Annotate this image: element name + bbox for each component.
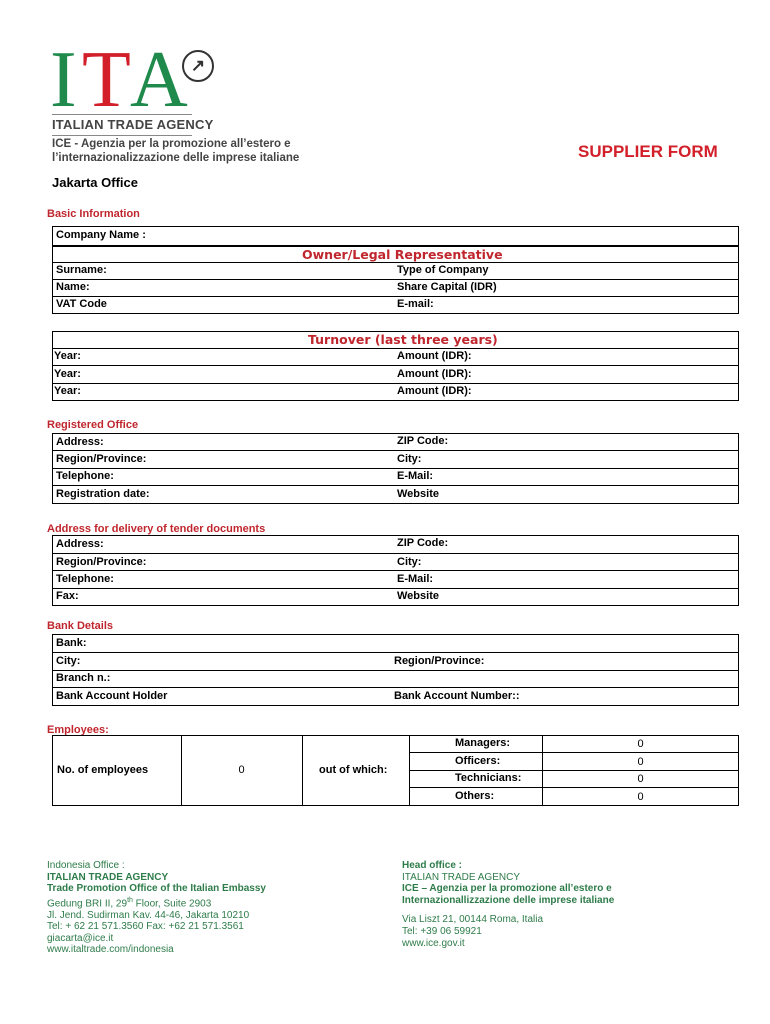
reg-telephone-label: Telephone: <box>56 470 114 482</box>
vat-code-label: VAT Code <box>56 298 107 310</box>
reg-divider-2 <box>52 468 739 469</box>
emp-vline-2 <box>302 735 303 806</box>
del-zip-label: ZIP Code: <box>397 537 449 549</box>
technicians-label: Technicians: <box>455 772 522 784</box>
bank-holder-label: Bank Account Holder <box>56 690 168 702</box>
reg-date-label: Registration date: <box>56 488 150 500</box>
footer-left-address1-a: Gedung BRI II, 29 <box>47 898 128 910</box>
owner-title: Owner/Legal Representative <box>302 247 503 262</box>
footer-right-office: Head office : <box>402 860 463 871</box>
logo-underline <box>52 114 192 115</box>
turnover-year-3: Year: <box>54 385 81 397</box>
emp-divider-1 <box>409 752 739 753</box>
footer-right-ice1: ICE – Agenzia per la promozione all’estero e <box>402 883 612 895</box>
bank-city-label: City: <box>56 655 81 667</box>
footer-right-spacer <box>402 906 722 914</box>
footer-left-address2: Jl. Jend. Sudirman Kav. 44-46, Jakarta 10210 <box>47 909 250 921</box>
logo-letter-t: T <box>82 36 131 124</box>
footer-left-email[interactable]: giacarta@ice.it <box>47 932 114 944</box>
employees-count: 0 <box>238 764 245 776</box>
owner-divider-1 <box>52 262 739 263</box>
footer-right-web[interactable]: www.ice.gov.it <box>402 937 465 949</box>
turnover-year-2: Year: <box>54 368 81 380</box>
del-address-label: Address: <box>56 538 104 550</box>
agency-underline <box>52 135 192 136</box>
bank-label: Bank: <box>56 637 87 649</box>
managers-value: 0 <box>637 738 644 750</box>
footer-right-agency: ITALIAN TRADE AGENCY <box>402 871 520 883</box>
footer-right-ice2: Internazionallizzazione delle imprese italiane <box>402 894 615 906</box>
section-delivery-address: Address for delivery of tender documents <box>47 523 266 535</box>
del-fax-label: Fax: <box>56 590 79 602</box>
footer-left-phone: Tel: + 62 21 571.3560 Fax: +62 21 571.3561 <box>47 921 244 933</box>
company-name-label: Company Name : <box>56 229 146 241</box>
section-bank-details: Bank Details <box>47 620 114 632</box>
managers-label: Managers: <box>455 737 511 749</box>
turnover-amount-3: Amount (IDR): <box>397 385 472 397</box>
logo-letter-a: A <box>130 36 188 124</box>
agency-subtitle-1: ICE - Agenzia per la promozione all’estero e <box>52 138 291 150</box>
turnover-divider-1 <box>52 348 739 349</box>
footer-right-phone: Tel: +39 06 59921 <box>402 925 482 937</box>
name-label: Name: <box>56 281 90 293</box>
footer-left-address1 <box>47 895 347 910</box>
company-name-box <box>52 226 739 246</box>
emp-divider-2 <box>409 770 739 771</box>
footer-left-address1-sup: th <box>127 896 133 904</box>
footer-left-agency: ITALIAN TRADE AGENCY <box>47 871 169 883</box>
reg-zip-label: ZIP Code: <box>397 435 449 447</box>
footer-right-address: Via Liszt 21, 00144 Roma, Italia <box>402 914 544 926</box>
del-divider-1 <box>52 553 739 554</box>
surname-label: Surname: <box>56 264 107 276</box>
owner-divider-3 <box>52 296 739 297</box>
footer-indonesia-office <box>47 860 347 956</box>
logo <box>50 36 230 124</box>
turnover-amount-2: Amount (IDR): <box>397 368 472 380</box>
share-capital-label: Share Capital (IDR) <box>397 281 497 293</box>
office-name: Jakarta Office <box>52 175 138 190</box>
turnover-divider-3 <box>52 383 739 384</box>
turnover-amount-1: Amount (IDR): <box>397 350 472 362</box>
reg-region-label: Region/Province: <box>56 453 147 465</box>
bank-divider-3 <box>52 687 739 688</box>
section-basic-information: Basic Information <box>47 208 140 220</box>
employees-label: No. of employees <box>57 764 149 776</box>
email-label: E-mail: <box>397 298 434 310</box>
reg-city-label: City: <box>397 453 422 465</box>
reg-website-label: Website <box>397 488 439 500</box>
section-registered-office: Registered Office <box>47 419 139 431</box>
officers-value: 0 <box>637 756 644 768</box>
logo-letter-i: I <box>50 36 77 124</box>
others-value: 0 <box>637 791 644 803</box>
del-divider-3 <box>52 588 739 589</box>
agency-subtitle-2: l’internazionalizzazione delle imprese italiane <box>52 152 300 164</box>
footer-head-office <box>402 860 722 949</box>
del-email-label: E-Mail: <box>397 573 434 585</box>
others-label: Others: <box>455 790 495 802</box>
del-divider-2 <box>52 570 739 571</box>
del-website-label: Website <box>397 590 439 602</box>
bank-branch-label: Branch n.: <box>56 672 111 684</box>
footer-left-address1-b: Floor, Suite 2903 <box>132 898 212 910</box>
footer-left-web[interactable]: www.italtrade.com/indonesia <box>47 944 174 956</box>
technicians-value: 0 <box>637 773 644 785</box>
agency-name: ITALIAN TRADE AGENCY <box>52 117 214 132</box>
type-of-company-label: Type of Company <box>397 264 489 276</box>
turnover-divider-2 <box>52 365 739 366</box>
bank-divider-2 <box>52 670 739 671</box>
bank-region-label: Region/Province: <box>394 655 485 667</box>
out-of-which-label: out of which: <box>319 764 388 776</box>
bank-account-number-label: Bank Account Number:: <box>394 690 520 702</box>
del-telephone-label: Telephone: <box>56 573 114 585</box>
footer-left-office: Indonesia Office : <box>47 860 125 871</box>
reg-email-label: E-Mail: <box>397 470 434 482</box>
del-city-label: City: <box>397 556 422 568</box>
emp-divider-3 <box>409 787 739 788</box>
turnover-year-1: Year: <box>54 350 81 362</box>
section-employees: Employees: <box>47 724 109 736</box>
reg-address-label: Address: <box>56 436 104 448</box>
officers-label: Officers: <box>455 755 501 767</box>
reg-divider-1 <box>52 450 739 451</box>
reg-divider-3 <box>52 485 739 486</box>
form-title: SUPPLIER FORM <box>578 142 718 161</box>
owner-divider-2 <box>52 279 739 280</box>
logo-mark-icon: ↗ <box>182 50 214 82</box>
footer-left-promo: Trade Promotion Office of the Italian Embassy <box>47 883 266 895</box>
turnover-title: Turnover (last three years) <box>308 332 498 347</box>
del-region-label: Region/Province: <box>56 556 147 568</box>
bank-divider-1 <box>52 652 739 653</box>
